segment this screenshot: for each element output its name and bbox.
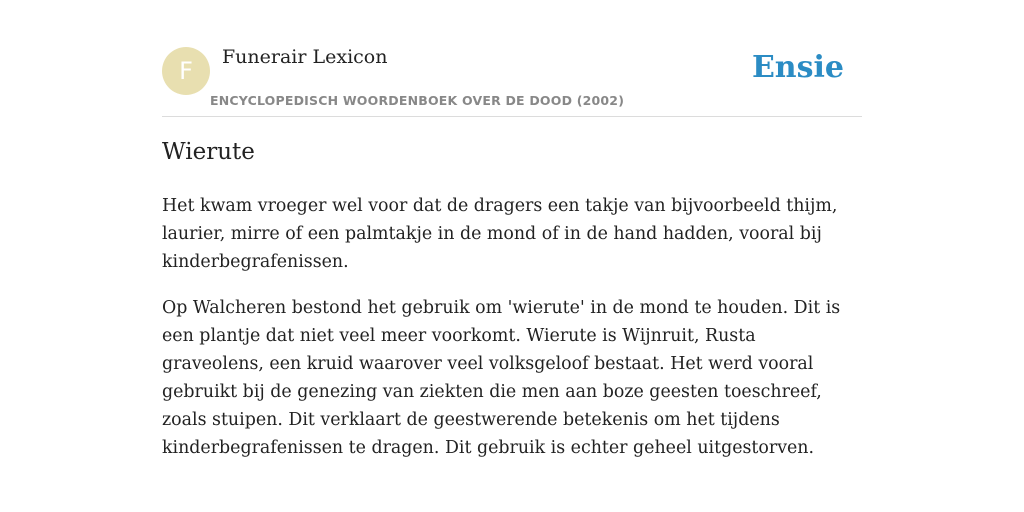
entry-title: Wierute (162, 139, 255, 165)
entry-body (162, 192, 862, 480)
ensie-logo-link[interactable]: Ensie (751, 50, 844, 85)
source-avatar[interactable]: F (162, 47, 210, 95)
source-subtitle: ENCYCLOPEDISCH WOORDENBOEK OVER DE DOOD (2002) (210, 93, 625, 108)
source-title-link[interactable]: Funerair Lexicon (222, 46, 388, 68)
source-header (162, 0, 862, 117)
page (162, 0, 862, 512)
entry-paragraph-1: Het kwam vroeger wel voor dat de dragers een takje van bijvoorbeeld thijm, laurier, mirre of een palmtakje in de mond of in de hand hadden, vooral bij kinderbegrafenissen. (162, 196, 838, 272)
entry-paragraph-2: Op Walcheren bestond het gebruik om 'wierute' in de mond te houden. Dit is een plantje dat niet veel meer voorkomt. Wierute is Wijnruit, Rusta graveolens, een kruid waarover veel volksgeloof bestaat. Het werd vooral gebruikt bij de genezing van ziekten die men aan boze geesten toeschreef, zoals stuipen. Dit verklaart de geestwerende betekenis om het tijdens kinderbegrafenissen te dragen. Dit gebruik is echter geheel uitgestorven. (162, 298, 841, 458)
